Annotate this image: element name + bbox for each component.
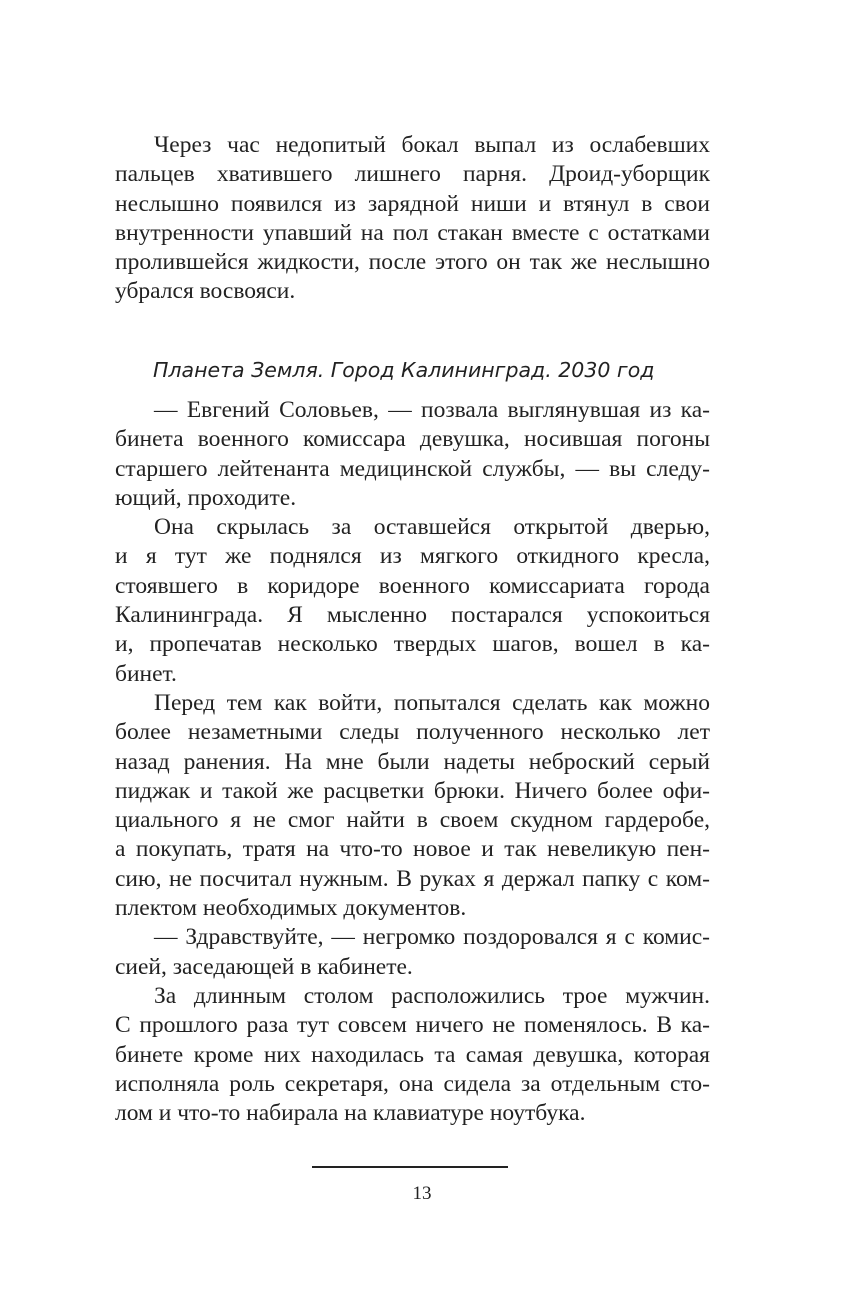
text-line: внутренности упавший на пол стакан вместе с остатками (115, 219, 710, 246)
text-line: Она скрылась за оставшейся открытой дверью, (154, 514, 710, 541)
text-line: старшего лейтенанта медицинской службы, — вы следу- (115, 455, 710, 482)
text-line: — Евгений Соловьев, — позвала выглянувшая из ка- (154, 397, 710, 423)
body-text (115, 396, 710, 1128)
text-line: и я тут же поднялся из мягкого откидного кресла, (115, 543, 710, 570)
text-line: более незаметными следы полученного несколько лет (115, 719, 710, 746)
text-line: плектом необходимых документов. (115, 895, 467, 922)
paragraph-top (115, 131, 710, 307)
text-line: назад ранения. На мне были надеты неброский серый (115, 748, 710, 775)
text-line: Перед тем как войти, попытался сделать как можно (154, 689, 710, 716)
text-line: пиджак и такой же расцветки брюки. Ничего более офи- (115, 777, 710, 804)
text-line: сией, заседающей в кабинете. (115, 953, 413, 980)
text-line: стоявшего в коридоре военного комиссариата города (115, 572, 710, 599)
text-line: а покупать, тратя на что-то новое и так невеликую пен- (115, 836, 710, 863)
text-line: Калининграда. Я мысленно постарался успокоиться (115, 602, 710, 629)
text-line: лом и что-то набирала на клавиатуре ноутбука. (115, 1100, 586, 1127)
text-line: убрался восвояси. (115, 278, 296, 305)
page-number: 13 (412, 1183, 432, 1204)
text-line: циального я не смог найти в своем скудном гардеробе, (115, 807, 710, 834)
text-line: и, пропечатав несколько твердых шагов, вошел в ка- (115, 631, 710, 658)
text-line: бинет. (115, 660, 177, 687)
text-line: исполняла роль секретаря, она сидела за отдельным сто- (115, 1070, 710, 1097)
text-line: Через час недопитый бокал выпал из ослабевших (154, 132, 710, 158)
text-line: — Здравствуйте, — негромко поздоровался я с комис- (154, 924, 710, 951)
text-line: ющий, проходите. (115, 484, 297, 511)
text-line: бинета военного комиссара девушка, носившая погоны (115, 426, 710, 453)
text-line: пролившейся жидкости, после этого он так же неслышно (115, 249, 710, 276)
text-line: сию, не посчитал нужным. В руках я держал папку с ком- (115, 865, 710, 892)
footer-rule (312, 1166, 508, 1168)
text-line: За длинным столом расположились трое мужчин. (154, 982, 710, 1009)
text-line: бинете кроме них находилась та самая девушка, которая (115, 1041, 710, 1068)
section-heading: Планета Земля. Город Калининград. 2030 год (153, 358, 655, 382)
text-line: пальцев хватившего лишнего парня. Дроид-уборщик (115, 161, 710, 188)
text-line: неслышно появился из зарядной ниши и втянул в свои (115, 190, 710, 217)
text-line: С прошлого раза тут совсем ничего не поменялось. В ка- (115, 1012, 710, 1039)
